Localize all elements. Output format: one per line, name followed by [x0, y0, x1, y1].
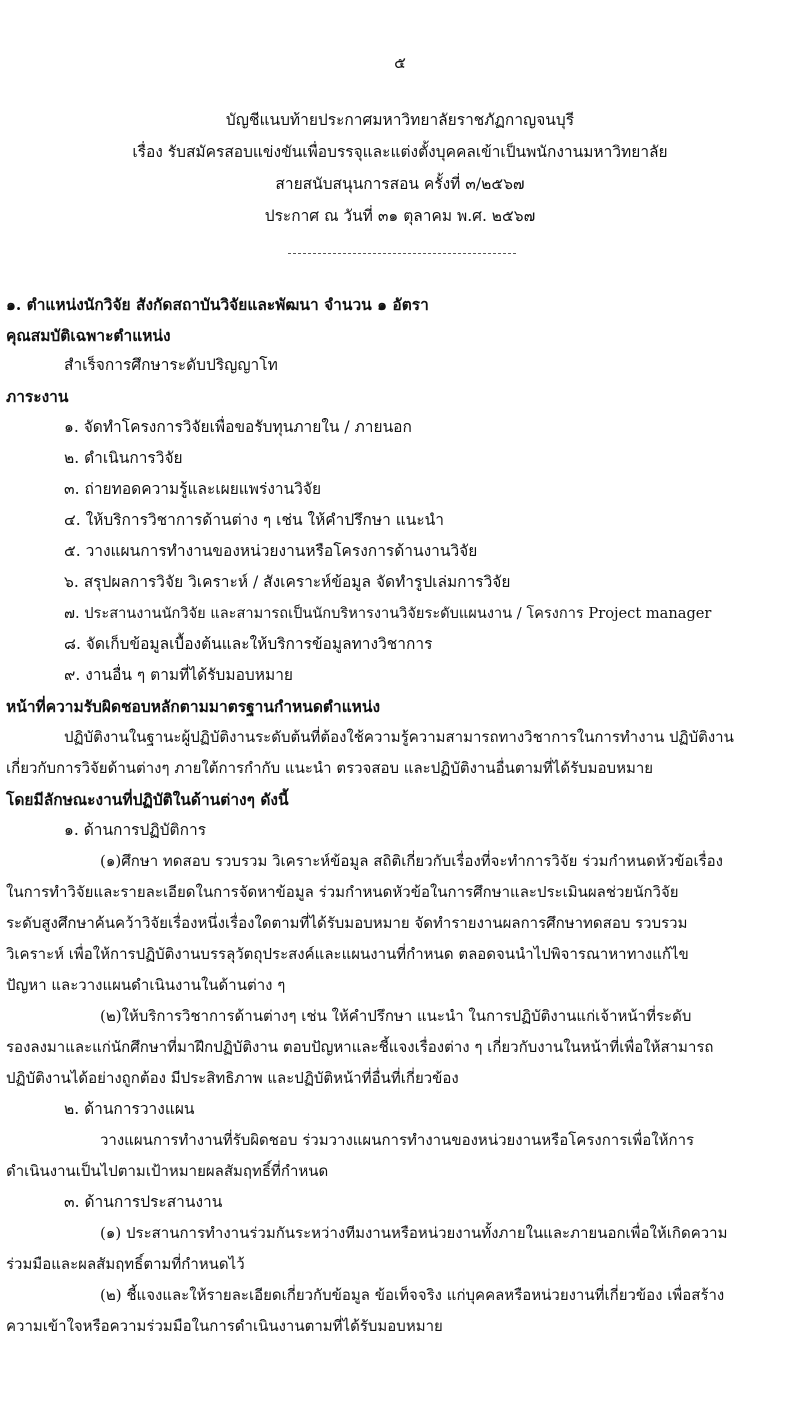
workload-item: ๘. จัดเก็บข้อมูลเบื้องต้นและให้บริการข้อมูลทางวิชาการ [64, 635, 433, 653]
operation-paragraph-line: ปฏิบัติงานได้อย่างถูกต้อง มีประสิทธิภาพ และปฏิบัติหน้าที่อื่นที่เกี่ยวข้อง [6, 1069, 459, 1087]
planning-paragraph-line: วางแผนการทำงานที่รับผิดชอบ ร่วมวางแผนการทำงานของหน่วยงานหรือโครงการเพื่อให้การ [100, 1131, 695, 1149]
operation-heading: ๑. ด้านการปฏิบัติการ [64, 821, 207, 839]
planning-paragraph-line: ดำเนินงานเป็นไปตามเป้าหมายผลสัมฤทธิ์ที่กำหนด [6, 1162, 329, 1180]
workload-item: ๔. ให้บริการวิชาการด้านต่าง ๆ เช่น ให้คำปรึกษา แนะนำ [64, 511, 444, 529]
coordination-paragraph-line: (๒) ชี้แจงและให้รายละเอียดเกี่ยวกับข้อมูล ข้อเท็จจริง แก่บุคคลหรือหน่วยงานที่เกี่ยวข้อง เพื่อสร้าง [100, 1286, 725, 1304]
responsibilities-paragraph-line: ปฏิบัติงานในฐานะผู้ปฏิบัติงานระดับต้นที่ต้องใช้ความรู้ความสามารถทางวิชาการในการทำงาน ปฏิบัติงาน [64, 728, 734, 746]
workload-item: ๖. สรุปผลการวิจัย วิเคราะห์ / สังเคราะห์ข้อมูล จัดทำรูปเล่มการวิจัย [64, 573, 511, 591]
workload-heading: ภาระงาน [6, 387, 69, 406]
coordination-paragraph-line: (๑) ประสานการทำงานร่วมกันระหว่างทีมงานหรือหน่วยงานทั้งภายในและภายนอกเพื่อให้เกิดความ [100, 1224, 728, 1242]
coordination-paragraph-line: ร่วมมือและผลสัมฤทธิ์ตามที่กำหนดไว้ [6, 1255, 245, 1273]
responsibilities-subheading: โดยมีลักษณะงานที่ปฏิบัติในด้านต่างๆ ดังนี้ [6, 790, 289, 809]
coordination-heading: ๓. ด้านการประสานงาน [64, 1193, 223, 1211]
operation-paragraph-line: (๒)ให้บริการวิชาการด้านต่างๆ เช่น ให้คำปรึกษา แนะนำ ในการปฏิบัติงานแก่เจ้าหน้าที่ระดับ [100, 1007, 692, 1025]
workload-item: ๓. ถ่ายทอดความรู้และเผยแพร่งานวิจัย [64, 480, 322, 498]
operation-paragraph-line: รองลงมาและแก่นักศึกษาที่มาฝึกปฏิบัติงาน ตอบปัญหาและชี้แจงเรื่องต่าง ๆ เกี่ยวกับงานในหน้าที่เพื่อให้สามารถ [6, 1038, 714, 1056]
header-line-1: บัญชีแนบท้ายประกาศมหาวิทยาลัยราชภัฏกาญจนบุรี [225, 111, 575, 129]
header-divider [288, 253, 516, 254]
workload-item: ๕. วางแผนการทำงานของหน่วยงานหรือโครงการด้านงานวิจัย [64, 542, 478, 560]
header-line-4: ประกาศ ณ วันที่ ๓๑ ตุลาคม พ.ศ. ๒๕๖๗ [264, 207, 536, 225]
planning-heading: ๒. ด้านการวางแผน [64, 1100, 195, 1118]
header-line-3: สายสนับสนุนการสอน ครั้งที่ ๓/๒๕๖๗ [275, 175, 525, 193]
position-title: ๑. ตำแหน่งนักวิจัย สังกัดสถาบันวิจัยและพัฒนา จำนวน ๑ อัตรา [6, 295, 429, 314]
page-number: ๕ [394, 54, 406, 72]
qualifications-heading: คุณสมบัติเฉพาะตำแหน่ง [6, 326, 171, 345]
operation-paragraph-line: วิเคราะห์ เพื่อให้การปฏิบัติงานบรรลุวัตถุประสงค์และแผนงานที่กำหนด ตลอดจนนำไปพิจารณาหาทางแก้ไข [6, 945, 689, 963]
operation-paragraph-line: ระดับสูงศึกษาค้นคว้าวิจัยเรื่องหนึ่งเรื่องใดตามที่ได้รับมอบหมาย จัดทำรายงานผลการศึกษาทดสอบ รวบรวม [6, 914, 688, 932]
responsibilities-paragraph-line: เกี่ยวกับการวิจัยด้านต่างๆ ภายใต้การกำกับ แนะนำ ตรวจสอบ และปฏิบัติงานอื่นตามที่ได้รับมอบหมาย [6, 759, 654, 777]
operation-paragraph-line: (๑)ศึกษา ทดสอบ รวบรวม วิเคราะห์ข้อมูล สถิติเกี่ยวกับเรื่องที่จะทำการวิจัย ร่วมกำหนดหัวข้อเรื่อง [100, 852, 723, 870]
workload-item: ๗. ประสานงานนักวิจัย และสามารถเป็นนักบริหารงานวิจัยระดับแผนงาน / โครงการ Project manager [64, 605, 712, 622]
header-line-2: เรื่อง รับสมัครสอบแข่งขันเพื่อบรรจุและแต่งตั้งบุคคลเข้าเป็นพนักงานมหาวิทยาลัย [132, 143, 668, 161]
operation-paragraph-line: ปัญหา และวางแผนดำเนินงานในด้านต่าง ๆ [6, 976, 286, 994]
coordination-paragraph-line: ความเข้าใจหรือความร่วมมือในการดำเนินงานตามที่ได้รับมอบหมาย [6, 1317, 443, 1335]
responsibilities-heading: หน้าที่ความรับผิดชอบหลักตามมาตรฐานกำหนดตำแหน่ง [6, 697, 381, 716]
operation-paragraph-line: ในการทำวิจัยและรายละเอียดในการจัดหาข้อมูล ร่วมกำหนดหัวข้อในการศึกษาและประเมินผลช่วยนักวิจัย [6, 883, 679, 901]
workload-item: ๑. จัดทำโครงการวิจัยเพื่อขอรับทุนภายใน / ภายนอก [64, 418, 412, 436]
workload-item: ๒. ดำเนินการวิจัย [64, 449, 183, 467]
workload-item: ๙. งานอื่น ๆ ตามที่ได้รับมอบหมาย [64, 666, 293, 684]
qualifications-text: สำเร็จการศึกษาระดับปริญญาโท [64, 356, 278, 374]
